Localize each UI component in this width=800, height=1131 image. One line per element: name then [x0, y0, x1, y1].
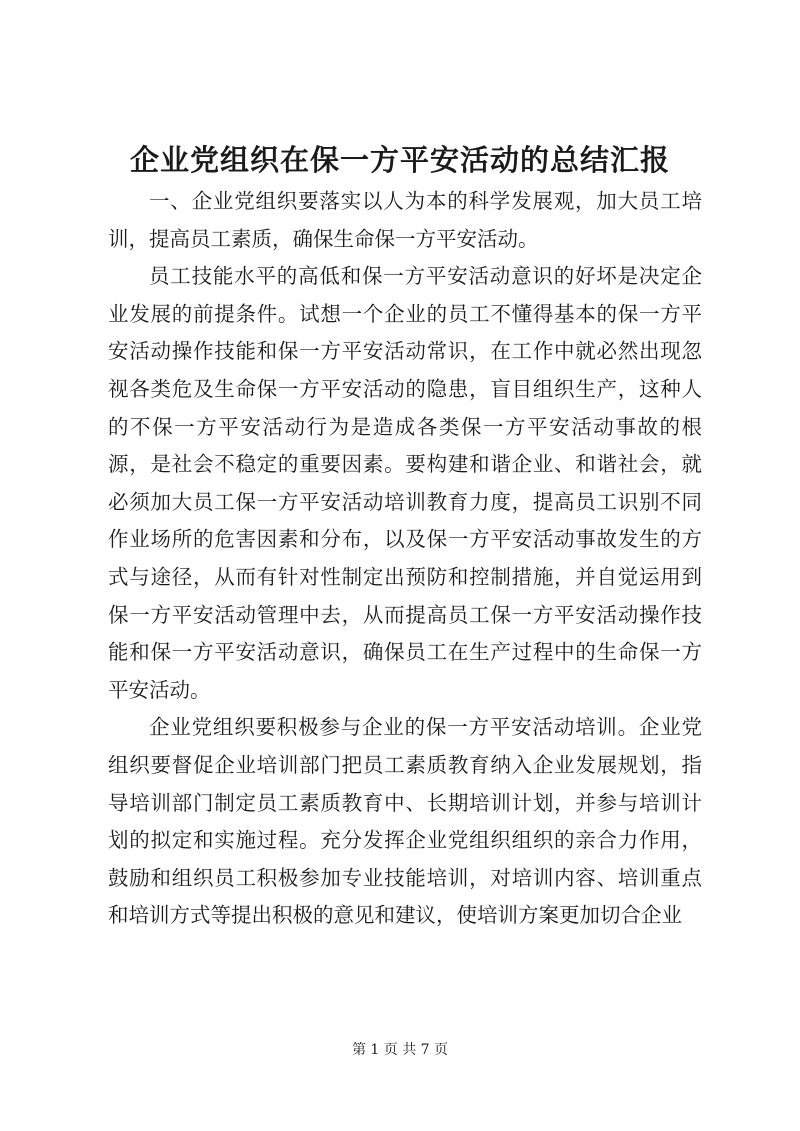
page-footer: 第 1 页 共 7 页: [351, 1042, 449, 1058]
paragraph-2: 员工技能水平的高低和保一方平安活动意识的好坏是决定企业发展的前提条件。试想一个企业的员工不懂得基本的保一方平安活动操作技能和保一方平安活动常识，在工作中就必然出现忽视各类危及生命保一方平安活动的隐患，盲目组织生产，这种人的不保一方平安活动行为是造成各类保一方平安活动事故的根源，是社会不稳定的重要因素。要构建和谐企业、和谐社会，就必须加大员工保一方平安活动培训教育力度，提高员工识别不同作业场所的危害因素和分布，以及保一方平安活动事故发生的方式与途径，从而有针对性制定出预防和控制措施，并自觉运用到保一方平安活动管理中去，从而提高员工保一方平安活动操作技能和保一方平安活动意识，确保员工在生产过程中的生命保一方平安活动。: [108, 264, 702, 702]
paragraph-3: 企业党组织要积极参与企业的保一方平安活动培训。企业党组织要督促企业培训部门把员工素质教育纳入企业发展规划，指导培训部门制定员工素质教育中、长期培训计划，并参与培训计划的拟定和实施过程。充分发挥企业党组织组织的亲合力作用，鼓励和组织员工积极参加专业技能培训，对培训内容、培训重点和培训方式等提出积极的意见和建议，使培训方案更加切合企业: [108, 715, 702, 928]
document-title: 企业党组织在保一方平安活动的总结汇报: [129, 143, 670, 177]
paragraph-1: 一、企业党组织要落实以人为本的科学发展观，加大员工培训，提高员工素质，确保生命保一方平安活动。: [108, 189, 702, 251]
document-body: [108, 183, 702, 935]
